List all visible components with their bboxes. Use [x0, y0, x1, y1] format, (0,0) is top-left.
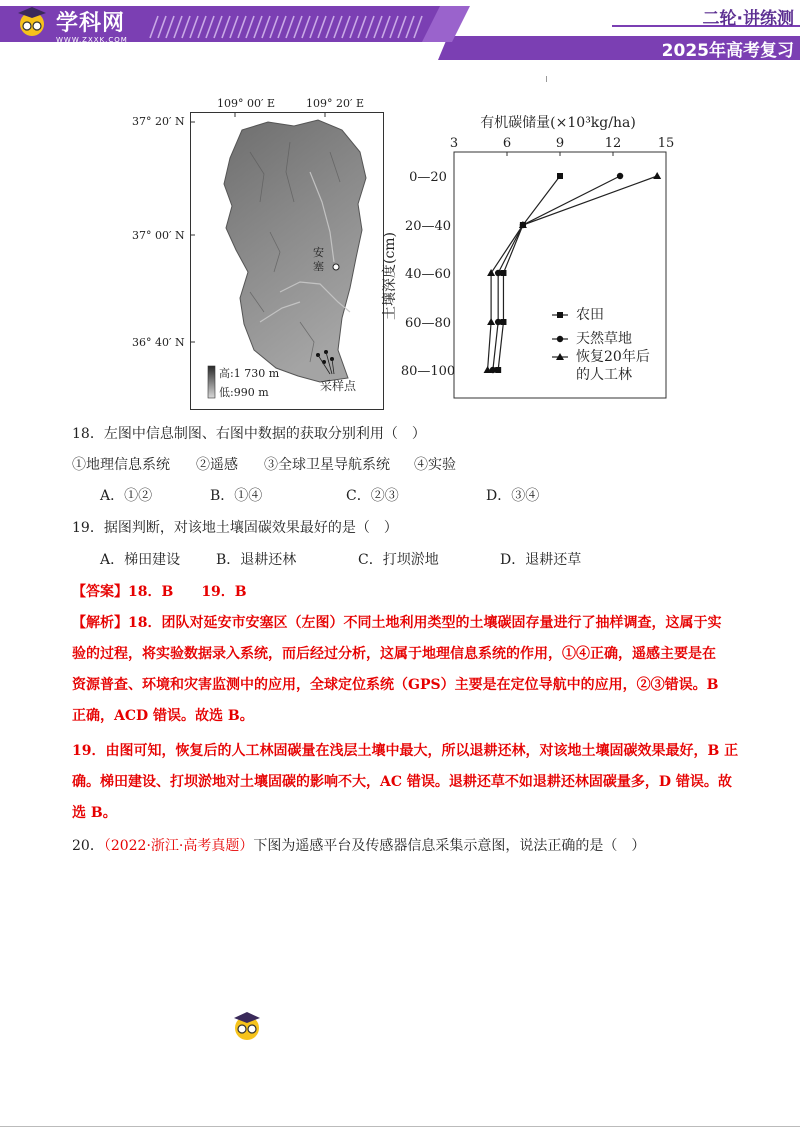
series-line-square: [498, 176, 560, 370]
answer-line: [72, 582, 247, 602]
legend-label: 农田: [576, 307, 604, 323]
analysis-label: 【解析】: [72, 615, 128, 631]
q18-item-4: ④实验: [414, 457, 456, 473]
q18-option-b[interactable]: B．①④: [210, 488, 263, 504]
legend-marker-square: [557, 312, 563, 318]
q20-number: 20．: [72, 838, 104, 854]
analysis-19: [72, 736, 739, 829]
data-point-square: [557, 173, 563, 179]
carbon-chart: [380, 106, 680, 406]
data-point-triangle: [653, 172, 661, 179]
data-point-triangle: [487, 269, 495, 276]
analysis-18: [72, 608, 732, 732]
town-label: [313, 246, 327, 274]
chart-title: 有机碳储量(×10³kg/ha): [480, 115, 636, 131]
data-point-circle: [617, 173, 623, 179]
mascot-icon: [232, 1010, 262, 1042]
legend-marker-circle: [557, 336, 563, 342]
q19-option-d[interactable]: D．退耕还草: [500, 552, 582, 568]
question-18: 18．左图中信息制图、右图中数据的获取分别利用（ ）: [72, 426, 426, 442]
town-label-1: 安: [313, 246, 324, 259]
map-lat-label-1: 37° 20′ N: [132, 115, 185, 128]
x-tick-label: 15: [657, 136, 675, 151]
analysis-18-line-1: 18．团队对延安市安塞区（左图）不同土地利用类型的土壤碳固存量进行了抽样调查，这属于实: [128, 615, 722, 631]
data-point-square: [500, 319, 506, 325]
series-title: 二轮·讲练测: [702, 9, 794, 29]
q19-option-b[interactable]: B．退耕还林: [216, 552, 297, 568]
exam-title: 2025年高考复习: [661, 41, 794, 61]
q19-option-a[interactable]: A．梯田建设: [100, 552, 181, 568]
legend-low: 低:990 m: [219, 386, 269, 399]
page-bottom-rule: [0, 1126, 800, 1127]
map-lon-label-1: 109° 00′ E: [217, 97, 276, 110]
divider: [546, 76, 547, 82]
legend-label: 的人工林: [576, 367, 632, 383]
x-tick-label: 6: [502, 136, 512, 151]
q18-option-a[interactable]: A．①②: [100, 488, 153, 504]
data-point-circle: [495, 319, 501, 325]
y-tick-label: 0—20: [409, 170, 447, 185]
y-tick-label: 80—100: [400, 364, 456, 379]
data-point-circle: [495, 270, 501, 276]
analysis-18-line-3: 资源普查、环境和灾害监测中的应用，全球定位系统（GPS）主要是在定位导航中的应用，②③错误。B: [72, 677, 719, 693]
q18-item-2: ②遥感: [196, 457, 238, 473]
map-lat-label-2: 37° 00′ N: [132, 229, 185, 242]
data-point-square: [500, 270, 506, 276]
analysis-19-line-2: 确。梯田建设、打坝淤地对土壤固碳的影响不大，AC 错误。退耕还草不如退耕还林固碳量多，D 错误。故: [72, 774, 732, 790]
town-label-2: 塞: [313, 260, 324, 273]
legend-label: 天然草地: [576, 331, 632, 347]
q19-option-c[interactable]: C．打坝淤地: [358, 552, 439, 568]
analysis-18-line-4: 正确，ACD 错误。故选 B。: [72, 708, 254, 724]
legend-high: 高:1 730 m: [219, 367, 280, 380]
legend-label: 恢复20年后: [576, 349, 650, 365]
y-tick-label: 60—80: [404, 316, 452, 331]
y-tick-label: 20—40: [404, 219, 452, 234]
question-19: 19．据图判断，对该地土壤固碳效果最好的是（ ）: [72, 520, 398, 536]
question-20: [72, 836, 645, 856]
analysis-18-line-2: 验的过程，将实验数据录入系统，而后经过分析，这属于地理信息系统的作用，①④正确，遥感主要是在: [72, 646, 716, 662]
analysis-19-line-3: 选 B。: [72, 805, 117, 821]
answer-label: 【答案】: [72, 584, 128, 600]
q20-text: 下图为遥感平台及传感器信息采集示意图，说法正确的是（ ）: [253, 838, 646, 854]
map-lon-label-2: 109° 20′ E: [306, 97, 365, 110]
q20-source: （2022·浙江·高考真题）: [103, 838, 254, 854]
map-lat-label-3: 36° 40′ N: [132, 336, 185, 349]
x-tick-label: 12: [604, 136, 622, 151]
q18-item-3: ③全球卫星导航系统: [264, 457, 390, 473]
q18-option-c[interactable]: C．②③: [346, 488, 399, 504]
logo-text: 学科网: [56, 11, 126, 36]
analysis-19-line-1: 19．由图可知，恢复后的人工林固碳量在浅层土壤中最大，所以退耕还林，对该地土壤固碳效果最好，B 正: [72, 743, 739, 759]
x-tick-label: 3: [449, 136, 459, 151]
data-point-triangle: [487, 318, 495, 325]
q18-item-1: ①地理信息系统: [72, 457, 170, 473]
x-tick-label: 9: [555, 136, 565, 151]
logo-url: WWW.ZXXK.COM: [56, 36, 128, 44]
sample-point-label: 采样点: [320, 379, 357, 393]
q18-option-d[interactable]: D．③④: [486, 488, 540, 504]
y-tick-label: 40—60: [404, 267, 452, 282]
chart-ylabel: 土壤深度(cm): [382, 231, 398, 321]
answer-text: 18．B 19．B: [128, 584, 247, 600]
